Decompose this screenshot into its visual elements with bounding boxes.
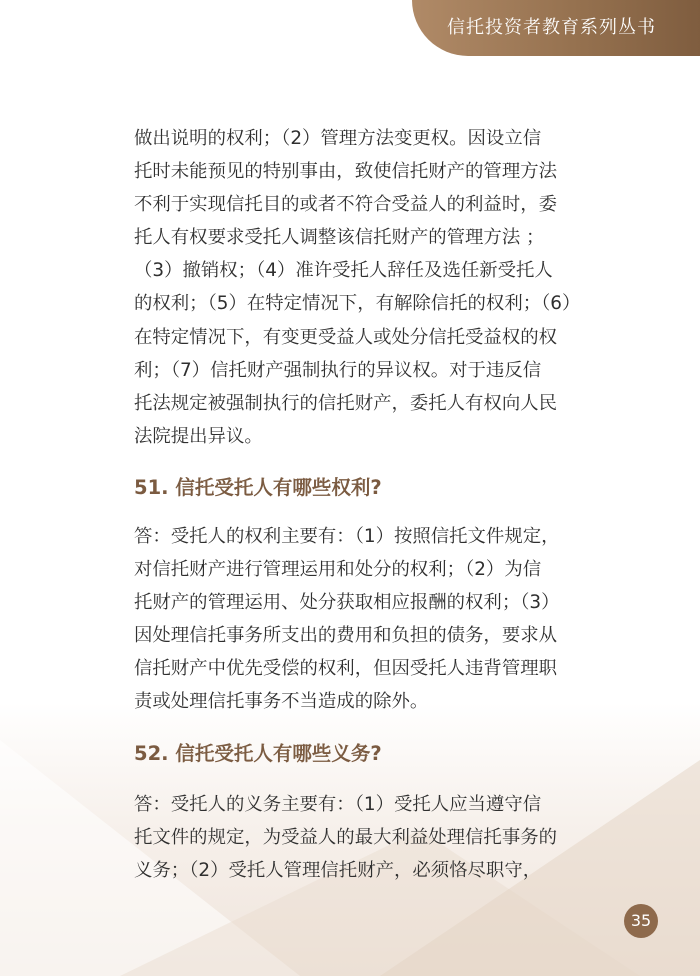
text-line: 托法规定被强制执行的信托财产，委托人有权向人民: [134, 392, 557, 414]
text-line: 托人有权要求受托人调整该信托财产的管理方法 ；: [134, 227, 545, 249]
text-line: 答：受托人的义务主要有：（1）受托人应当遵守信: [134, 793, 542, 815]
page-content: [134, 122, 614, 887]
text-line: 在特定情况下，有变更受益人或处分信托受益权的权: [134, 326, 557, 348]
question-51-answer: [134, 520, 614, 719]
header-tab: [412, 0, 700, 56]
text-line: 做出说明的权利；（2）管理方法变更权。因设立信: [134, 128, 542, 149]
text-line: 不利于实现信托目的或者不符合受益人的利益时，委: [134, 194, 557, 216]
text-line: 法院提出异议。: [134, 425, 263, 447]
text-line: 托时未能预见的特别事由，致使信托财产的管理方法: [134, 161, 557, 183]
text-line: 的权利；（5）在特定情况下，有解除信托的权利；（6）: [134, 293, 581, 315]
continued-paragraph: [134, 122, 614, 453]
text-line: 利；（7）信托财产强制执行的异议权。对于违反信: [134, 359, 542, 381]
text-line: 对信托财产进行管理运用和处分的权利；（2）为信: [134, 559, 542, 581]
text-line: 托财产的管理运用、处分获取相应报酬的权利；（3）: [134, 592, 560, 614]
question-51-heading: 51. 信托受托人有哪些权利?: [134, 475, 382, 499]
text-line: 责或处理信托事务不当造成的除外。: [134, 691, 429, 713]
text-line: 答：受托人的权利主要有：（1）按照信托文件规定，: [134, 525, 560, 547]
question-52-answer: [134, 788, 614, 887]
question-52-heading: 52. 信托受托人有哪些义务?: [134, 741, 382, 765]
page-number-badge: 35: [624, 904, 658, 938]
text-line: （3）撤销权；（4）准许受托人辞任及选任新受托人: [134, 260, 553, 282]
text-line: 托文件的规定，为受益人的最大利益处理信托事务的: [134, 826, 557, 848]
text-line: 信托财产中优先受偿的权利，但因受托人违背管理职: [134, 658, 557, 680]
text-line: 义务；（2）受托人管理信托财产，必须恪尽职守，: [134, 859, 542, 881]
text-line: 因处理信托事务所支出的费用和负担的债务，要求从: [134, 625, 557, 647]
series-title: 信托投资者教育系列丛书: [447, 17, 656, 38]
